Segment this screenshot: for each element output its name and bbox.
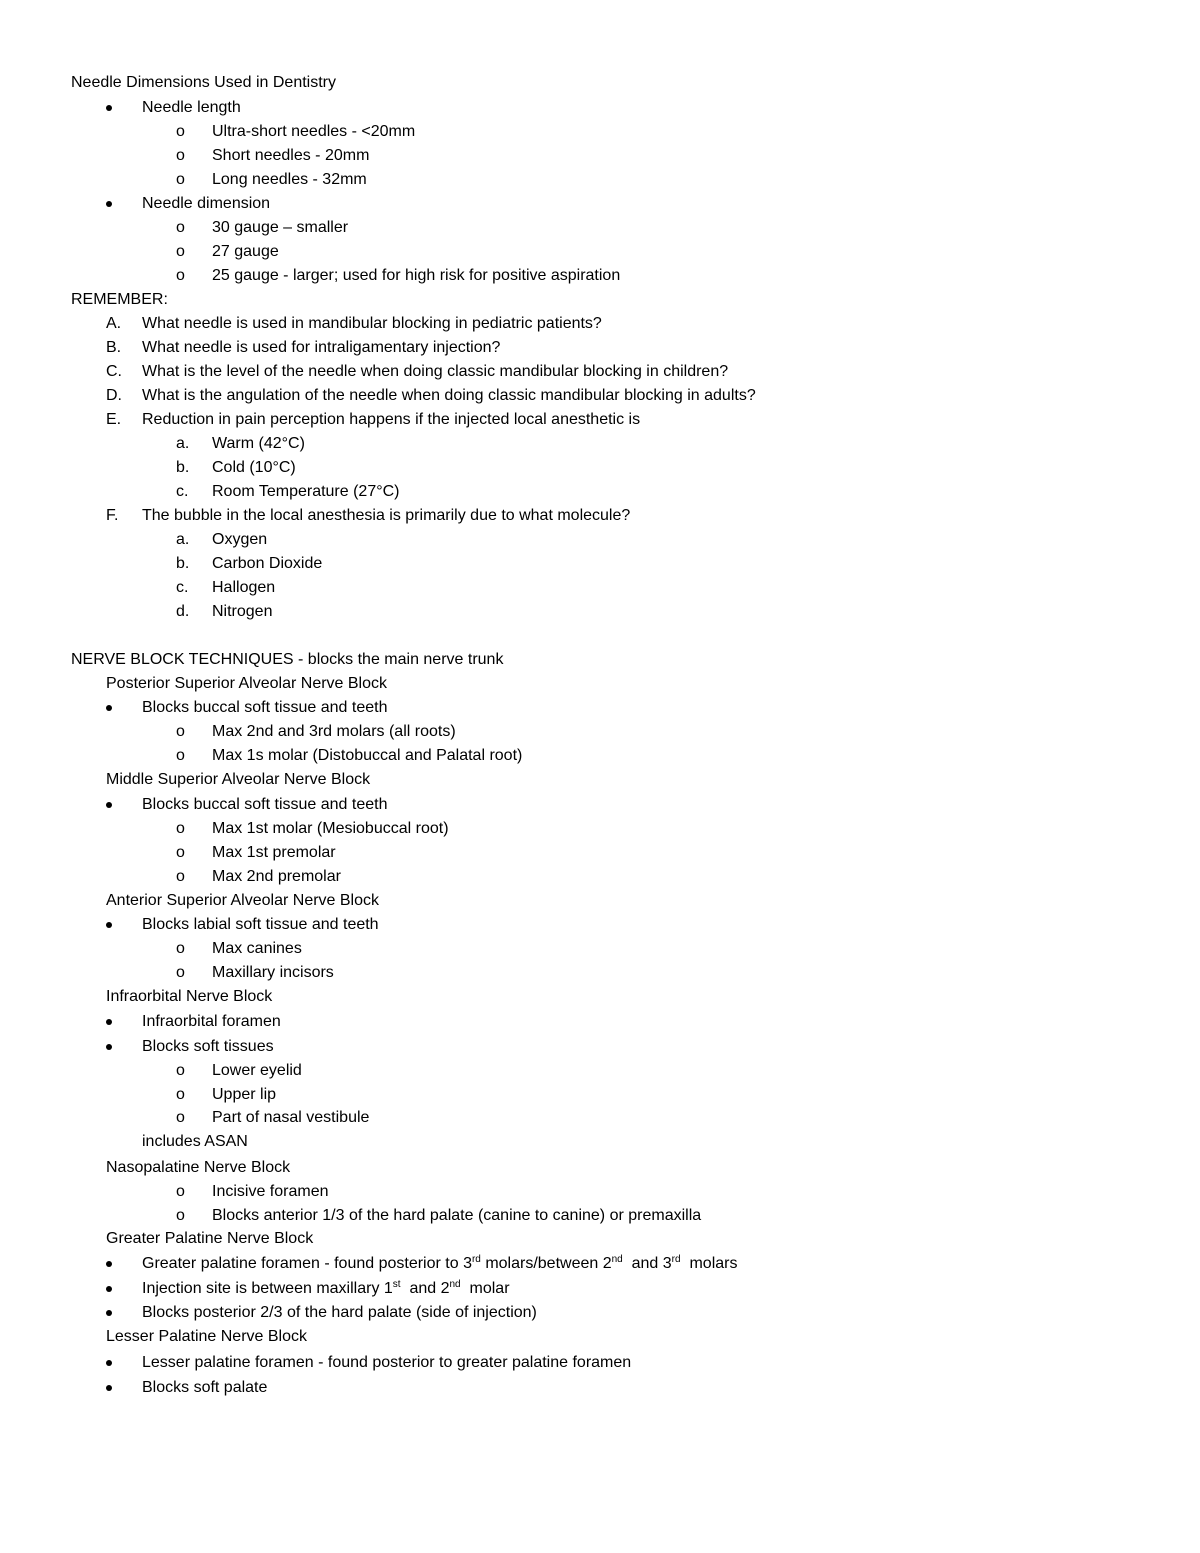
list-item: Blocks posterior 2/3 of the hard palate (side of injection): [0, 1301, 1200, 1325]
question-item: A. What needle is used in mandibular blocking in pediatric patients?: [106, 315, 602, 332]
io-heading: Infraorbital Nerve Block: [106, 988, 273, 1005]
bullet-icon: [106, 1019, 112, 1025]
remember-title: REMEMBER:: [71, 291, 168, 308]
question-item: E. Reduction in pain perception happens if the injected local anesthetic is: [106, 411, 641, 428]
list-item: Injection site is between maxillary 1st and 2nd molar: [0, 1277, 1200, 1301]
list-item: o Max canines: [176, 940, 302, 957]
bullet-icon: [106, 705, 112, 711]
list-item: Infraorbital foramen: [0, 1010, 1200, 1034]
list-item: o Blocks anterior 1/3 of the hard palate (canine to canine) or premaxilla: [176, 1207, 702, 1224]
list-item: o Maxillary incisors: [176, 964, 334, 981]
option-item: d. Nitrogen: [176, 603, 273, 620]
list-item: Blocks soft tissues: [0, 1035, 1200, 1059]
list-item: Blocks buccal soft tissue and teeth: [0, 793, 1200, 817]
list-item: o Max 2nd and 3rd molars (all roots): [176, 723, 456, 740]
lp-heading: Lesser Palatine Nerve Block: [106, 1328, 307, 1345]
np-heading: Nasopalatine Nerve Block: [106, 1159, 291, 1176]
bullet-icon: [106, 1261, 112, 1267]
asa-heading: Anterior Superior Alveolar Nerve Block: [106, 892, 380, 909]
list-item: o 27 gauge: [176, 243, 279, 260]
list-item: o Short needles - 20mm: [176, 147, 370, 164]
bullet-icon: [106, 1310, 112, 1316]
option-item: a. Warm (42°C): [176, 435, 305, 452]
question-item: D. What is the angulation of the needle when doing classic mandibular blocking in adults?: [106, 387, 756, 404]
list-item: o Ultra-short needles - <20mm: [176, 123, 416, 140]
psa-heading: Posterior Superior Alveolar Nerve Block: [106, 675, 388, 692]
bullet-icon: [106, 1360, 112, 1366]
option-item: c. Room Temperature (27°C): [176, 483, 400, 500]
list-item: Blocks labial soft tissue and teeth: [0, 913, 1200, 937]
bullet-icon: [106, 922, 112, 928]
list-item: o Incisive foramen: [176, 1183, 329, 1200]
list-item: o Max 1st molar (Mesiobuccal root): [176, 820, 449, 837]
list-item: Needle dimension: [0, 192, 1200, 216]
needle-section-title: Needle Dimensions Used in Dentistry: [71, 74, 336, 91]
question-item: C. What is the level of the needle when doing classic mandibular blocking in children?: [106, 363, 729, 380]
io-note: includes ASAN: [142, 1133, 248, 1150]
gp-heading: Greater Palatine Nerve Block: [106, 1230, 314, 1247]
list-item: Needle length: [0, 96, 1200, 120]
bullet-icon: [106, 201, 112, 207]
option-item: a. Oxygen: [176, 531, 268, 548]
list-item: o Max 1st premolar: [176, 844, 336, 861]
list-item: o 30 gauge – smaller: [176, 219, 349, 236]
list-item: Blocks soft palate: [0, 1376, 1200, 1400]
list-item: Greater palatine foramen - found posterior to 3rd molars/between 2nd and 3rd molars: [0, 1252, 1200, 1276]
list-item: o 25 gauge - larger; used for high risk for positive aspiration: [176, 267, 621, 284]
bullet-icon: [106, 105, 112, 111]
msa-heading: Middle Superior Alveolar Nerve Block: [106, 771, 371, 788]
list-item: o Max 2nd premolar: [176, 868, 341, 885]
option-item: b. Carbon Dioxide: [176, 555, 323, 572]
list-item: Lesser palatine foramen - found posterior to greater palatine foramen: [0, 1351, 1200, 1375]
question-item: B. What needle is used for intraligamentary injection?: [106, 339, 501, 356]
question-item: F. The bubble in the local anesthesia is primarily due to what molecule?: [106, 507, 631, 524]
nerve-section-title: NERVE BLOCK TECHNIQUES - blocks the main nerve trunk: [71, 651, 504, 668]
bullet-icon: [106, 1286, 112, 1292]
list-item: o Long needles - 32mm: [176, 171, 367, 188]
bullet-icon: [106, 802, 112, 808]
list-item: o Upper lip: [176, 1086, 277, 1103]
list-item: o Max 1s molar (Distobuccal and Palatal root): [176, 747, 523, 764]
option-item: b. Cold (10°C): [176, 459, 296, 476]
list-item: o Part of nasal vestibule: [176, 1109, 370, 1126]
list-item: o Lower eyelid: [176, 1062, 302, 1079]
bullet-icon: [106, 1044, 112, 1050]
list-item: Blocks buccal soft tissue and teeth: [0, 696, 1200, 720]
option-item: c. Hallogen: [176, 579, 276, 596]
bullet-icon: [106, 1385, 112, 1391]
